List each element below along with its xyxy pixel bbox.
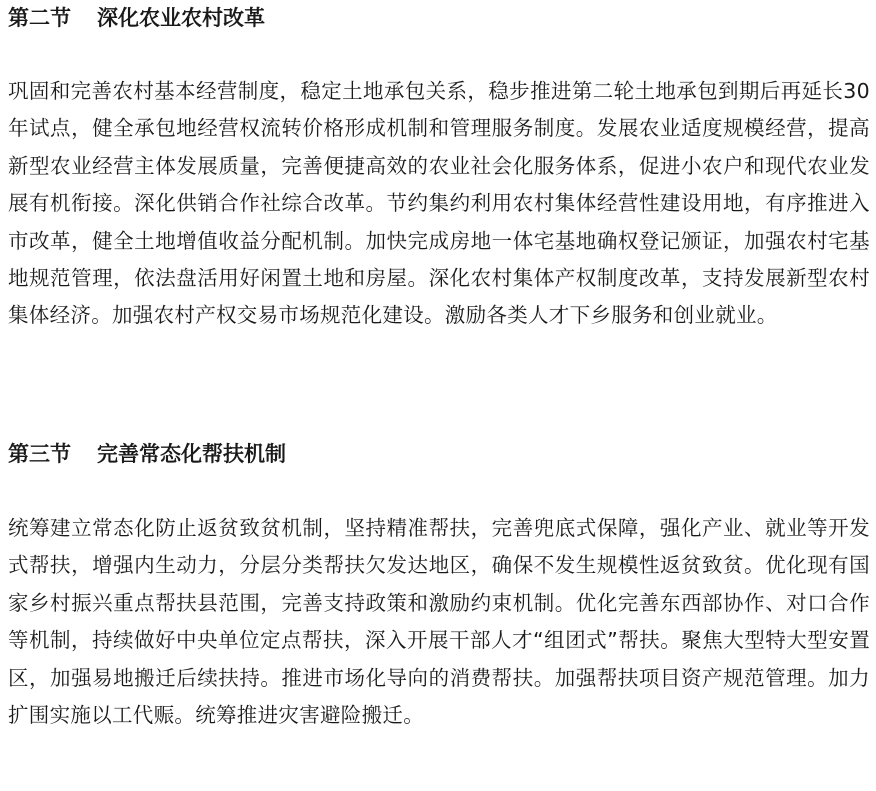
section-number: 第二节 (8, 6, 71, 30)
section-heading-2 (8, 2, 265, 34)
section-body-2: 巩固和完善农村基本经营制度，稳定土地承包关系，稳步推进第二轮土地承包到期后再延长30年试点，健全承包地经营权流转价格形成机制和管理服务制度。发展农业适度规模经营，提高新型农业经营主体发展质量，完善便捷高效的农业社会化服务体系，促进小农户和现代农业发展有机衔接。深化供销合作社综合改革。节约集约利用农村集体经营性建设用地，有序推进入市改革，健全土地增值收益分配机制。加快完成房地一体宅基地确权登记颁证，加强农村宅基地规范管理，依法盘活用好闲置土地和房屋。深化农村集体产权制度改革，支持发展新型农村集体经济。加强农村产权交易市场规范化建设。激励各类人才下乡服务和创业就业。 (8, 79, 870, 328)
section-heading-3 (8, 438, 286, 470)
section-number: 第三节 (8, 442, 71, 466)
section-body-3: 统筹建立常态化防止返贫致贫机制，坚持精准帮扶，完善兜底式保障，强化产业、就业等开发式帮扶，增强内生动力，分层分类帮扶欠发达地区，确保不发生规模性返贫致贫。优化现有国家乡村振兴重点帮扶县范围，完善支持政策和激励约束机制。优化完善东西部协作、对口合作等机制，持续做好中央单位定点帮扶，深入开展干部人才“组团式”帮扶。聚焦大型特大型安置区，加强易地搬迁后续扶持。推进市场化导向的消费帮扶。加强帮扶项目资产规范管理。加力扩围实施以工代赈。统筹推进灾害避险搬迁。 (8, 516, 870, 728)
section-title: 深化农业农村改革 (97, 6, 265, 30)
section-title: 完善常态化帮扶机制 (97, 442, 286, 466)
